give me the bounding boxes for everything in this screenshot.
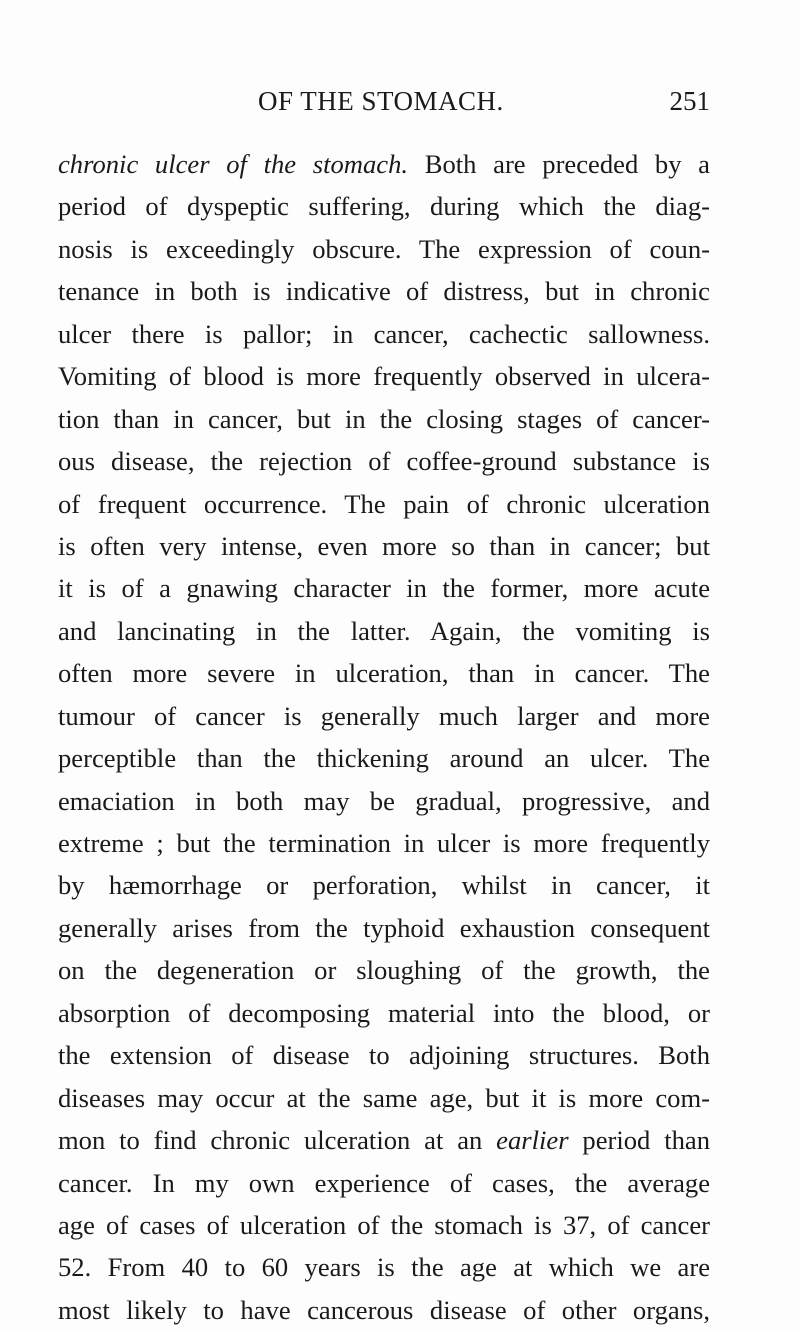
running-title: OF THE STOMACH.: [258, 86, 504, 116]
line-text: mon to find chronic ulceration at an: [58, 1125, 497, 1156]
text-line-21: absorption of decomposing material into the blood, or: [58, 997, 710, 1028]
text-line-22: the extension of disease to adjoining structures. Both: [58, 1040, 710, 1071]
text-line-24: [58, 1119, 710, 1161]
italic-word: earlier: [496, 1125, 569, 1156]
text-line-3: nosis is exceedingly obscure. The expression of coun-: [58, 233, 710, 264]
italic-phrase: chronic ulcer of the stomach.: [58, 149, 409, 179]
text-line-17: extreme ; but the termination in ulcer is more frequently: [58, 828, 710, 858]
text-line-11: it is of a gnawing character in the former, more acute: [58, 573, 710, 604]
text-line-7: tion than in cancer, but in the closing stages of cancer-: [58, 403, 710, 434]
text-line-8: ous disease, the rejection of coffee-ground substance is: [58, 446, 710, 477]
text-line-5: ulcer there is pallor; in cancer, cachectic sallowness.: [58, 318, 710, 349]
text-line-6: Vomiting of blood is more frequently observed in ulcera-: [58, 361, 710, 392]
running-head: [258, 86, 710, 126]
text-line-2: period of dyspeptic suffering, during which the diag-: [58, 191, 710, 222]
text-line-14: tumour of cancer is generally much larger and more: [58, 700, 710, 731]
text-line-16: emaciation in both may be gradual, progressive, and: [58, 785, 710, 816]
text-line-9: of frequent occurrence. The pain of chronic ulceration: [58, 488, 710, 519]
text-line-13: often more severe in ulceration, than in cancer. The: [58, 658, 710, 689]
text-line-28: most likely to have cancerous disease of other organs,: [58, 1294, 710, 1325]
text-line-23: diseases may occur at the same age, but it is more com-: [58, 1082, 710, 1113]
text-line-25: cancer. In my own experience of cases, the average: [58, 1167, 710, 1198]
text-line-1: [58, 143, 710, 185]
text-line-20: on the degeneration or sloughing of the growth, the: [58, 955, 710, 986]
text-line-4: tenance in both is indicative of distress, but in chronic: [58, 276, 710, 307]
text-line-12: and lancinating in the latter. Again, the vomiting is: [58, 615, 710, 646]
line-text: period than: [568, 1125, 711, 1156]
page-number: 251: [669, 86, 710, 116]
body-text: [58, 143, 710, 1331]
line-text: Both are preceded by a: [408, 149, 710, 179]
text-line-19: generally arises from the typhoid exhaustion consequent: [58, 912, 710, 943]
text-line-10: is often very intense, even more so than in cancer; but: [58, 530, 710, 561]
text-line-27: 52. From 40 to 60 years is the age at which we are: [58, 1252, 710, 1283]
text-line-18: by hæmorrhage or perforation, whilst in cancer, it: [58, 870, 710, 901]
text-line-15: perceptible than the thickening around an ulcer. The: [58, 743, 710, 774]
text-line-26: age of cases of ulceration of the stomach is 37, of cancer: [58, 1209, 710, 1240]
